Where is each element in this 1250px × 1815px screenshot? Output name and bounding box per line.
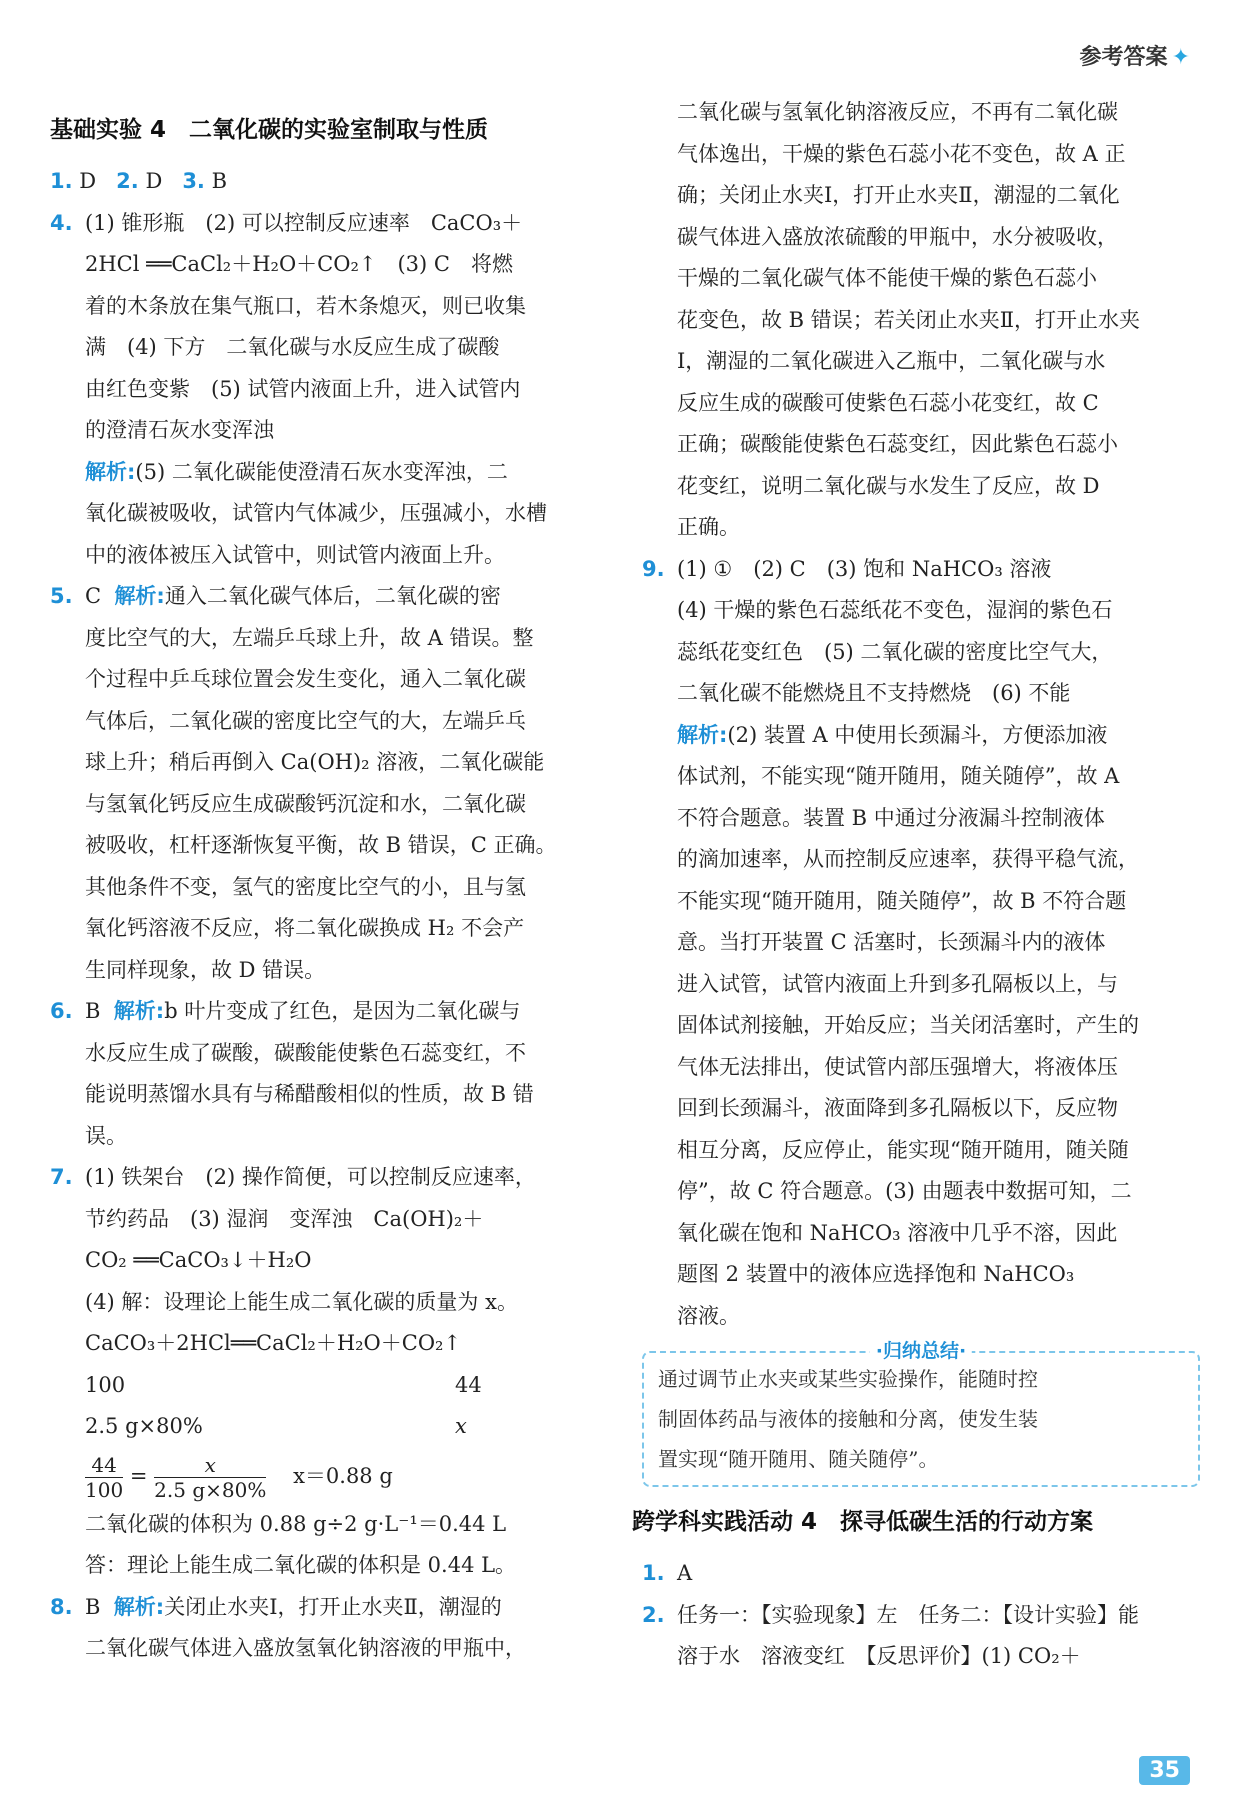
right-column — [632, 92, 1200, 1678]
q7-line: 节约药品 (3) 湿润 变浑浊 Ca(OH)₂＋ — [85, 1206, 484, 1231]
denominator: 2.5 g×80% — [154, 1477, 267, 1502]
q8-line: 二氧化碳与氢氧化钠溶液反应，不再有二氧化碳 — [677, 100, 1118, 124]
calc-value: 2.5 g×80% — [85, 1414, 203, 1438]
q5-number: 5. — [50, 584, 73, 608]
q4-line: 着的木条放在集气瓶口，若木条熄灭，则已收集 — [85, 293, 526, 318]
q8-line: 花变色，故 B 错误；若关闭止水夹Ⅱ，打开止水夹 — [677, 307, 1141, 332]
q9-analysis-line: 意。当打开装置 C 活塞时，长颈漏斗内的液体 — [677, 930, 1106, 954]
s2q1-answer: A — [677, 1561, 693, 1585]
left-column — [50, 105, 598, 1670]
calc-value: 100 — [85, 1372, 126, 1397]
q6-line: b 叶片变成了红色，是因为二氧化碳与 — [164, 999, 521, 1023]
analysis-label: 解析: — [113, 1594, 165, 1619]
q9-line: (4) 干燥的紫色石蕊纸花不变色，湿润的紫色石 — [677, 598, 1113, 622]
q9-analysis-line: 不能实现“随开随用，随关随停”，故 B 不符合题 — [677, 888, 1127, 913]
analysis-label: 解析: — [113, 999, 165, 1023]
q7-line: (4) 解：设理论上能生成二氧化碳的质量为 x。 — [85, 1289, 518, 1314]
analysis-label: 解析: — [114, 584, 165, 608]
fraction — [154, 1453, 266, 1502]
q7-line: 二氧化碳的体积为 0.88 g÷2 g·L⁻¹＝0.44 L — [85, 1511, 507, 1536]
denominator: 100 — [85, 1477, 124, 1502]
summary-box — [642, 1340, 1200, 1487]
q9-analysis-line: 体试剂，不能实现“随开随用，随关随停”，故 A — [677, 764, 1120, 788]
q8-line: 干燥的二氧化碳气体不能使干燥的紫色石蕊小 — [677, 266, 1097, 290]
q4-line: 由红色变紫 (5) 试管内液面上升，进入试管内 — [85, 376, 521, 401]
page-number: 35 — [1139, 1756, 1190, 1785]
q5-line: 个过程中乒乓球位置会发生变化，通入二氧化碳 — [85, 667, 526, 691]
q9-analysis-line: 进入试管，试管内液面上升到多孔隔板以上，与 — [677, 971, 1118, 996]
q9-line: 蕊纸花变红色 (5) 二氧化碳的密度比空气大， — [677, 639, 1113, 664]
q7-line: 答：理论上能生成二氧化碳的体积是 0.44 L。 — [85, 1553, 517, 1577]
answer-9 — [642, 549, 1200, 1338]
q4-analysis-line: 氧化碳被吸收，试管内气体减少，压强减小，水槽 — [85, 501, 547, 525]
q8-line: 二氧化碳气体进入盛放氢氧化钠溶液的甲瓶中， — [85, 1636, 526, 1660]
q4-line: 的澄清石灰水变浑浊 — [85, 418, 274, 442]
q9-analysis-line: 固体试剂接触，开始反应；当关闭活塞时，产生的 — [677, 1013, 1139, 1037]
q9-analysis-line: 不符合题意。装置 B 中通过分液漏斗控制液体 — [677, 805, 1105, 830]
s2q2-line: 溶于水 溶液变红 【反思评价】(1) CO₂＋ — [677, 1644, 1081, 1668]
q9-analysis-line: 氧化碳在饱和 NaHCO₃ 溶液中几乎不溶，因此 — [677, 1220, 1118, 1245]
result: x＝0.88 g — [293, 1463, 393, 1488]
q4-line: 2HCl ══CaCl₂＋H₂O＋CO₂↑ (3) C 将燃 — [85, 252, 513, 276]
equals-sign: = — [129, 1463, 148, 1488]
q4-analysis-line: 中的液体被压入试管中，则试管内液面上升。 — [85, 542, 505, 567]
answer-5 — [50, 576, 598, 991]
q9-analysis-line: (2) 装置 A 中使用长颈漏斗，方便添加液 — [727, 722, 1108, 747]
q9-number: 9. — [642, 556, 665, 581]
q9-analysis-line: 溶液。 — [677, 1303, 740, 1328]
q8-line: 确；关闭止水夹Ⅰ，打开止水夹Ⅱ，潮湿的二氧化 — [677, 183, 1120, 207]
q7-line: CaCO₃＋2HCl══CaCl₂＋H₂O＋CO₂↑ — [85, 1331, 462, 1355]
q9-line: (1) ① (2) C (3) 饱和 NaHCO₃ 溶液 — [677, 556, 1052, 581]
q8-answer: B — [85, 1594, 101, 1619]
q6-number: 6. — [50, 999, 73, 1023]
sparkle-icon: ✦ — [1171, 45, 1190, 70]
summary-title: ·归纳总结· — [870, 1337, 972, 1365]
q8-line: 碳气体进入盛放浓硫酸的甲瓶中，水分被吸收， — [677, 224, 1118, 249]
q5-line: 与氢氧化钙反应生成碳酸钙沉淀和水，二氧化碳 — [85, 791, 526, 816]
q5-line: 生同样现象，故 D 错误。 — [85, 957, 326, 982]
proportion-equation — [85, 1448, 598, 1504]
q4-line: 满 (4) 下方 二氧化碳与水反应生成了碳酸 — [85, 335, 500, 359]
q6-answer: B — [85, 999, 101, 1023]
q6-line: 误。 — [85, 1123, 127, 1148]
q4-line: (1) 锥形瓶 (2) 可以控制反应速率 CaCO₃＋ — [85, 210, 523, 235]
answer-1-3 — [50, 161, 598, 203]
q8-line: Ⅰ，潮湿的二氧化碳进入乙瓶中，二氧化碳与水 — [677, 349, 1106, 373]
q2-answer: D — [145, 169, 163, 193]
q7-line: CO₂ ══CaCO₃↓＋H₂O — [85, 1248, 312, 1272]
q6-line: 能说明蒸馏水具有与稀醋酸相似的性质，故 B 错 — [85, 1082, 534, 1106]
q8-continued — [642, 92, 1200, 549]
calc-row — [85, 1365, 598, 1407]
q9-analysis-line: 停”，故 C 符合题意。(3) 由题表中数据可知，二 — [677, 1179, 1132, 1203]
q5-line: 气体后，二氧化碳的密度比空气的大，左端乒乓 — [85, 708, 526, 733]
q9-analysis-line: 相互分离，反应停止，能实现“随开随用，随关随 — [677, 1137, 1129, 1162]
q7-line: (1) 铁架台 (2) 操作简便，可以控制反应速率， — [85, 1165, 536, 1189]
q8-number: 8. — [50, 1594, 73, 1619]
q5-line: 度比空气的大，左端乒乓球上升，故 A 错误。整 — [85, 625, 534, 650]
q8-line: 正确；碳酸能使紫色石蕊变红，因此紫色石蕊小 — [677, 432, 1118, 456]
answer-4 — [50, 203, 598, 577]
s2-answer-2 — [642, 1595, 1200, 1678]
q1-answer: D — [79, 169, 97, 193]
section-title: 基础实验 4 二氧化碳的实验室制取与性质 — [50, 117, 489, 143]
analysis-label: 解析: — [677, 722, 728, 747]
numerator: x — [154, 1453, 266, 1478]
summary-line: 通过调节止水夹或某些实验操作，能随时控 — [658, 1367, 1038, 1391]
q6-line: 水反应生成了碳酸，碳酸能使紫色石蕊变红，不 — [85, 1040, 526, 1065]
answer-7 — [50, 1157, 598, 1587]
page-header — [1080, 40, 1190, 71]
q5-answer: C — [85, 584, 102, 608]
calc-value: 44 — [455, 1372, 482, 1397]
answer-8 — [50, 1587, 598, 1670]
section-title-2: 跨学科实践活动 4 探寻低碳生活的行动方案 — [632, 1509, 1094, 1535]
q3-number: 3. — [182, 169, 205, 193]
summary-line: 制固体药品与液体的接触和分离，使发生装 — [658, 1407, 1038, 1431]
q9-analysis-line: 题图 2 装置中的液体应选择饱和 NaHCO₃ — [677, 1262, 1075, 1286]
q9-analysis-line: 的滴加速率，从而控制反应速率，获得平稳气流， — [677, 847, 1139, 871]
q5-line: 其他条件不变，氢气的密度比空气的小，且与氢 — [85, 874, 526, 899]
q1-number: 1. — [50, 169, 73, 193]
q7-number: 7. — [50, 1165, 73, 1189]
header-title: 参考答案 — [1079, 45, 1168, 70]
q3-answer: B — [211, 169, 228, 193]
q5-line: 通入二氧化碳气体后，二氧化碳的密 — [164, 584, 501, 608]
fraction — [85, 1453, 123, 1502]
summary-line: 置实现“随开随用、随关随停”。 — [658, 1447, 939, 1471]
q8-line: 关闭止水夹Ⅰ，打开止水夹Ⅱ，潮湿的 — [164, 1594, 502, 1619]
q8-line: 气体逸出，干燥的紫色石蕊小花不变色，故 A 正 — [677, 141, 1126, 166]
analysis-label: 解析: — [85, 459, 136, 484]
s2q2-number: 2. — [642, 1602, 665, 1627]
s2q2-line: 任务一：【实验现象】左 任务二：【设计实验】能 — [677, 1602, 1139, 1627]
q8-line: 花变红，说明二氧化碳与水发生了反应，故 D — [677, 473, 1100, 498]
answer-6 — [50, 991, 598, 1157]
q5-line: 球上升；稍后再倒入 Ca(OH)₂ 溶液，二氧化碳能 — [85, 750, 545, 774]
q8-line: 反应生成的碳酸可使紫色石蕊小花变红，故 C — [677, 390, 1099, 415]
calc-value: x — [455, 1414, 467, 1438]
s2-answer-1 — [642, 1553, 1200, 1595]
q9-line: 二氧化碳不能燃烧且不支持燃烧 (6) 不能 — [677, 681, 1071, 705]
q2-number: 2. — [116, 169, 139, 193]
q8-line: 正确。 — [677, 515, 740, 539]
q4-analysis-line: (5) 二氧化碳能使澄清石灰水变浑浊，二 — [135, 459, 508, 484]
q9-analysis-line: 回到长颈漏斗，液面降到多孔隔板以下，反应物 — [677, 1096, 1118, 1120]
numerator: 44 — [85, 1453, 123, 1478]
s2q1-number: 1. — [642, 1561, 665, 1585]
q9-analysis-line: 气体无法排出，使试管内部压强增大，将液体压 — [677, 1054, 1118, 1079]
q5-line: 氧化钙溶液不反应，将二氧化碳换成 H₂ 不会产 — [85, 916, 525, 940]
calc-row — [85, 1406, 598, 1448]
q4-number: 4. — [50, 210, 73, 235]
q5-line: 被吸收，杠杆逐渐恢复平衡，故 B 错误，C 正确。 — [85, 833, 557, 857]
